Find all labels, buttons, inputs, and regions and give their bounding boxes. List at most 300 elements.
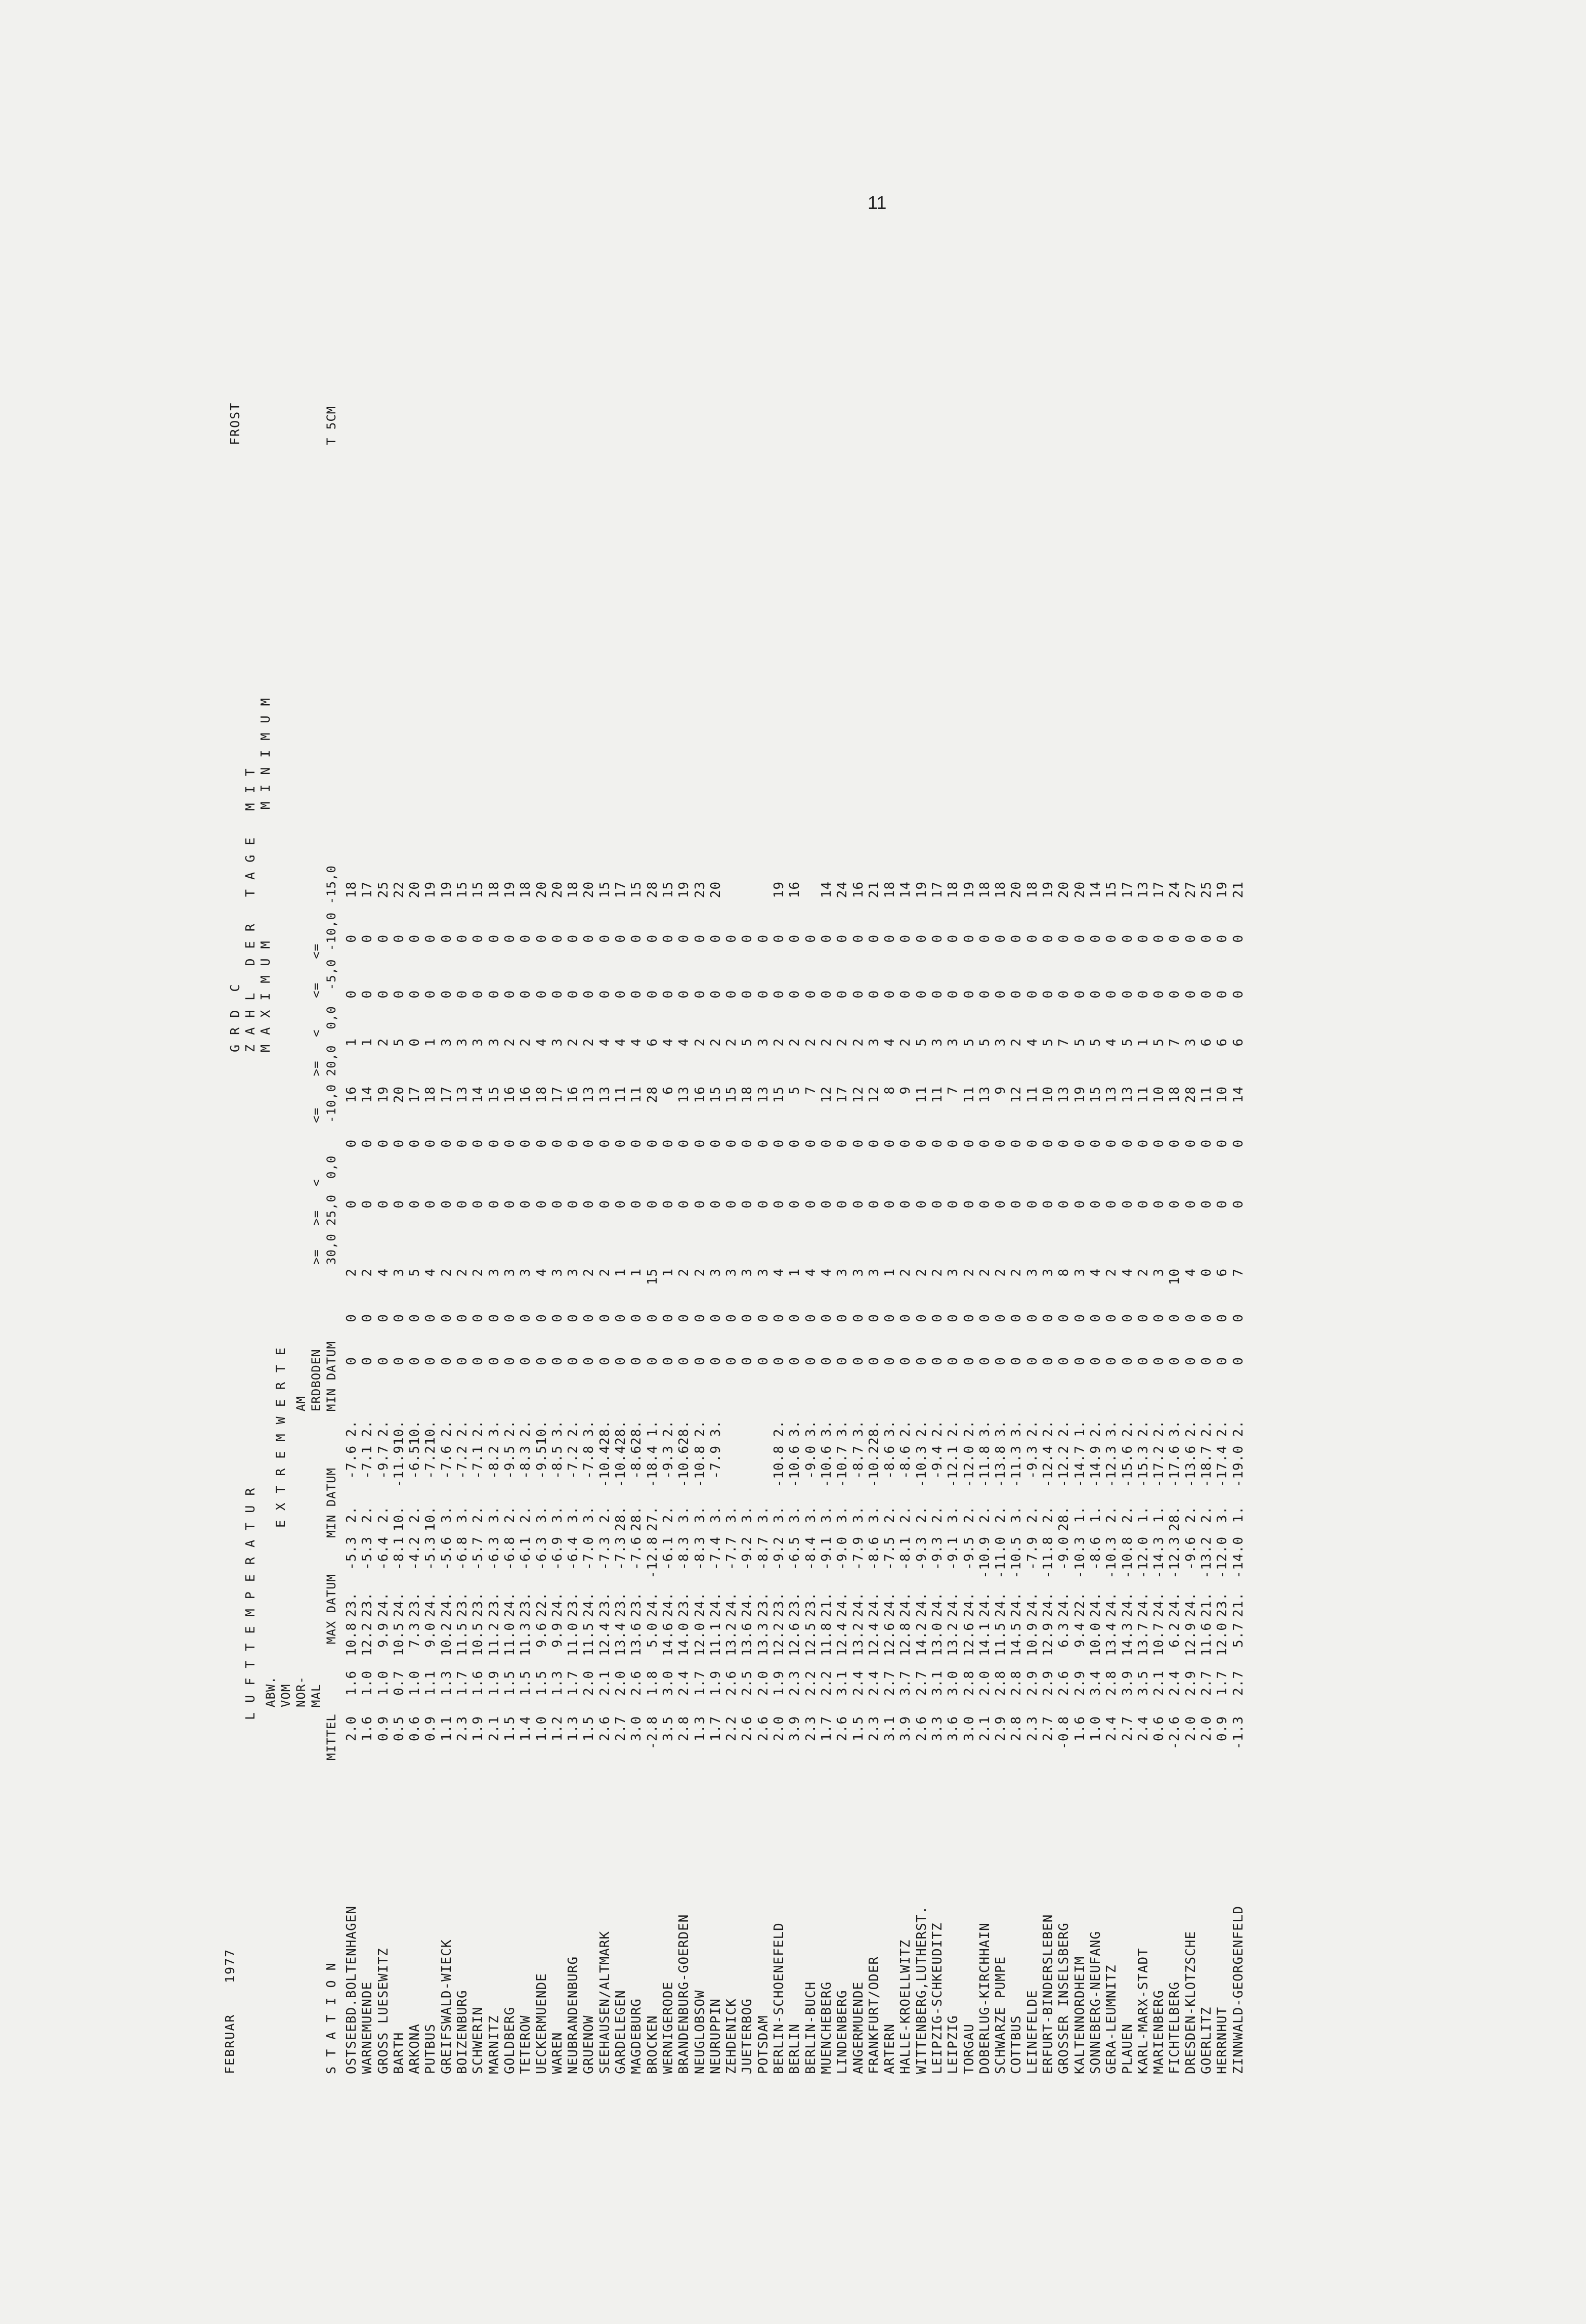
table-cell <box>740 1420 755 1445</box>
table-row <box>1183 881 1199 2074</box>
table-cell: 0 <box>1230 1357 1246 1365</box>
table-cell: 21 <box>866 881 882 898</box>
station-name: ANGERMUENDE <box>850 1981 866 2074</box>
station-name: BERLIN-SCHOENEFELD <box>771 1922 787 2074</box>
table-cell: -18.7 <box>1199 1445 1215 1488</box>
table-cell: 3 <box>439 1038 454 1047</box>
table-cell: 2.7 <box>1041 1716 1056 1741</box>
table-cell: 5 <box>914 1038 929 1047</box>
table-cell: 0 <box>1120 934 1135 943</box>
table-cell <box>756 1445 771 1506</box>
table-cell: 28. <box>629 1506 645 1531</box>
table-cell: 0 <box>1009 1357 1024 1365</box>
table-cell: -6.1 <box>660 1536 676 1570</box>
station-name: LEIPZIG <box>946 2015 961 2074</box>
table-cell: 4 <box>534 1268 549 1277</box>
table-cell: 0 <box>882 990 898 999</box>
table-cell: 14 <box>898 881 914 898</box>
station-name: NEUBRANDENBURG <box>566 1956 581 2074</box>
table-cell: -9.5 <box>502 1445 518 1479</box>
table-cell: 2 <box>375 1038 391 1047</box>
table-cell: 0.5 <box>391 1716 407 1741</box>
table-cell: 13 <box>1056 1086 1072 1103</box>
table-cell: 0 <box>882 1357 898 1365</box>
table-cell: 0 <box>597 1200 613 1209</box>
table-cell: 0 <box>518 1357 534 1365</box>
table-cell: 15 <box>645 1268 660 1285</box>
table-cell: 12 <box>866 1086 882 1103</box>
table-cell: 10. <box>423 1420 439 1445</box>
table-cell: 2. <box>1183 1420 1198 1437</box>
table-cell: 2.9 <box>1024 1670 1040 1696</box>
table-cell: 10.0 <box>1088 1622 1103 1656</box>
table-cell: 2 <box>1009 1268 1024 1277</box>
table-cell: 1.3 <box>566 1716 581 1741</box>
table-cell: 0 <box>391 1139 407 1148</box>
table-cell: 0 <box>946 1139 961 1148</box>
table-cell: 0 <box>961 1200 977 1209</box>
table-cell: 14 <box>1230 1086 1246 1103</box>
table-cell: 5 <box>1072 1038 1088 1047</box>
table-cell: 13.2 <box>946 1622 961 1656</box>
table-cell: 2. <box>344 1506 359 1523</box>
table-cell: 0 <box>1072 1314 1088 1322</box>
table-cell: 0 <box>708 934 723 943</box>
table-cell: 10 <box>1215 1086 1230 1103</box>
table-cell: 2 <box>581 1038 597 1047</box>
table-cell: -14.0 <box>1230 1536 1246 1579</box>
table-cell: 0 <box>470 934 486 943</box>
table-cell: 18 <box>1167 1086 1183 1103</box>
table-cell: 3. <box>549 1420 565 1437</box>
table-cell: -10.8 <box>692 1445 708 1488</box>
table-row <box>930 881 946 2074</box>
table-cell <box>756 1420 771 1445</box>
table-cell: 1.6 <box>344 1670 359 1696</box>
table-cell: 19 <box>1072 1086 1088 1103</box>
table-cell: 0 <box>502 990 518 999</box>
table-cell: 22. <box>534 1592 549 1617</box>
table-cell: 0 <box>929 990 945 999</box>
table-cell: 3 <box>502 1268 518 1277</box>
table-cell: 0 <box>1199 1357 1215 1365</box>
table-cell: 0 <box>629 934 645 943</box>
table-cell: 7 <box>803 1086 819 1095</box>
table-cell <box>803 881 819 934</box>
table-cell: -10.3 <box>1072 1536 1088 1579</box>
table-row <box>566 881 581 2074</box>
table-cell: 0 <box>961 990 977 999</box>
table-cell: 2. <box>360 1420 375 1437</box>
table-cell: 2.2 <box>724 1716 740 1741</box>
table-cell: 2 <box>1009 1038 1024 1047</box>
table-cell: 4 <box>676 1038 692 1047</box>
col-min-datum: MIN DATUM <box>324 1467 338 1538</box>
table-row <box>1009 881 1024 2074</box>
table-cell: 20 <box>391 1086 407 1103</box>
station-name: GRUENOW <box>581 2015 597 2074</box>
table-cell: 2.6 <box>1056 1670 1072 1696</box>
table-cell: 3 <box>549 1038 565 1047</box>
table-cell: 3. <box>676 1506 692 1523</box>
table-cell: 2 <box>518 1038 534 1047</box>
table-cell: -7.4 <box>708 1536 723 1570</box>
table-cell: 13.6 <box>629 1622 645 1656</box>
table-cell: 2.0 <box>613 1670 629 1696</box>
table-cell: 3 <box>1041 1268 1056 1277</box>
table-cell: 4 <box>629 1038 645 1047</box>
table-cell: 3.0 <box>946 1670 961 1696</box>
table-cell: -10.8 <box>1120 1536 1135 1579</box>
table-cell: 2 <box>597 1268 613 1277</box>
table-cell: 15 <box>597 881 613 898</box>
table-row <box>1073 881 1088 2074</box>
table-cell: 0 <box>455 1200 470 1209</box>
table-cell: 0 <box>771 1139 787 1148</box>
table-cell: 11.0 <box>502 1622 518 1656</box>
table-cell: 0 <box>914 934 929 943</box>
table-cell: 3 <box>993 1038 1009 1047</box>
table-cell: 14.0 <box>676 1622 692 1656</box>
table-cell: 6.3 <box>1056 1622 1072 1648</box>
table-cell: 12.0 <box>1215 1622 1230 1656</box>
table-cell <box>724 881 740 934</box>
table-cell: 3. <box>692 1506 708 1523</box>
table-cell: 3 <box>391 1268 407 1277</box>
table-row <box>518 881 534 2074</box>
table-cell: 0 <box>439 1139 454 1148</box>
table-cell: 2 <box>344 1268 359 1277</box>
table-cell: -11.3 <box>1009 1445 1024 1488</box>
table-cell: 0 <box>961 1139 977 1148</box>
table-cell: 4 <box>1183 1268 1198 1277</box>
table-cell: 4 <box>660 1038 676 1047</box>
table-cell: 3.3 <box>929 1716 945 1741</box>
table-cell: 19 <box>439 881 454 898</box>
table-cell: 24. <box>1041 1592 1056 1617</box>
table-cell: 0 <box>1167 1357 1183 1365</box>
table-cell: 3. <box>850 1506 866 1523</box>
table-cell: 0 <box>1215 1200 1230 1209</box>
table-cell: 2. <box>1135 1420 1151 1437</box>
table-cell: 3. <box>835 1506 850 1523</box>
table-cell: 0 <box>597 934 613 943</box>
table-cell: 3. <box>803 1506 819 1523</box>
table-cell: -5.3 <box>344 1536 359 1570</box>
table-cell: 2 <box>819 1038 834 1047</box>
table-cell: 0 <box>391 1200 407 1209</box>
table-cell: 3. <box>819 1420 834 1437</box>
table-cell: 5 <box>1041 1038 1056 1047</box>
table-row <box>1104 881 1120 2074</box>
table-cell: 0 <box>470 1200 486 1209</box>
table-cell: 1.3 <box>692 1716 708 1741</box>
table-cell: 0 <box>1183 1139 1198 1148</box>
table-cell: 15 <box>660 881 676 898</box>
table-cell: 0 <box>470 990 486 999</box>
table-cell: 0 <box>613 1314 629 1322</box>
table-cell: 0 <box>1199 934 1215 943</box>
table-cell: 1.5 <box>850 1716 866 1741</box>
table-cell: 0 <box>1072 1357 1088 1365</box>
table-cell: 2.8 <box>676 1716 692 1741</box>
table-cell: 0 <box>946 990 961 999</box>
table-cell: 9.9 <box>375 1622 391 1648</box>
table-row <box>819 881 835 2074</box>
table-cell: 24. <box>898 1592 914 1617</box>
table-cell: 0 <box>455 1139 470 1148</box>
table-cell: 0 <box>375 1314 391 1322</box>
table-cell: -9.5 <box>534 1445 549 1479</box>
table-cell: 6 <box>1230 1038 1246 1047</box>
table-cell: -13.6 <box>1183 1445 1198 1488</box>
table-cell: 1.1 <box>423 1670 439 1696</box>
table-cell: -9.2 <box>740 1536 755 1570</box>
table-cell: -12.2 <box>1056 1445 1072 1488</box>
table-cell: -9.3 <box>1024 1445 1040 1479</box>
table-cell: 2.2 <box>819 1670 834 1696</box>
table-cell: 11 <box>929 1086 945 1103</box>
table-cell: 0 <box>692 990 708 999</box>
table-cell: 0 <box>1183 1357 1198 1365</box>
table-cell: 16 <box>502 1086 518 1103</box>
table-cell: 0 <box>645 1314 660 1322</box>
station-name: PUTBUS <box>423 2024 439 2074</box>
table-cell: 11 <box>1199 1086 1215 1103</box>
table-cell: 12.5 <box>803 1622 819 1656</box>
table-cell: 2 <box>470 1268 486 1277</box>
table-cell: 3. <box>534 1506 549 1523</box>
table-cell: 12.4 <box>835 1622 850 1656</box>
table-cell: 5.0 <box>645 1622 660 1648</box>
table-cell: 11.5 <box>993 1622 1009 1656</box>
table-cell: -12.3 <box>1104 1445 1120 1488</box>
station-name: PLAUEN <box>1120 2024 1135 2074</box>
table-cell: 10 <box>1167 1268 1183 1285</box>
table-cell: 3 <box>866 1268 882 1277</box>
table-cell: 20 <box>708 881 723 898</box>
table-cell: 11.1 <box>708 1622 723 1656</box>
table-cell: 0 <box>771 1200 787 1209</box>
table-cell: 1.4 <box>518 1716 534 1741</box>
station-name: GROSSER INSELSBERG <box>1056 1922 1072 2074</box>
table-cell: 0 <box>439 1314 454 1322</box>
table-cell: 0 <box>898 934 914 943</box>
table-cell: 0 <box>692 934 708 943</box>
table-cell: -8.7 <box>850 1445 866 1479</box>
table-cell: -15.3 <box>1135 1445 1151 1488</box>
table-cell: 3 <box>455 1038 470 1047</box>
table-cell: 2.4 <box>1135 1716 1151 1741</box>
table-cell: 0 <box>740 1139 755 1148</box>
table-cell: 24. <box>882 1592 898 1617</box>
table-row <box>803 881 819 2074</box>
table-cell: 0 <box>1024 1200 1040 1209</box>
table-cell: 3. <box>566 1506 581 1523</box>
table-cell: 0 <box>407 990 423 999</box>
table-cell: 0 <box>1056 934 1072 943</box>
table-cell: 0 <box>1104 1357 1120 1365</box>
table-row <box>344 881 360 2074</box>
table-cell: 23. <box>1215 1592 1230 1617</box>
table-cell: 2.0 <box>344 1716 359 1741</box>
table-cell: 24. <box>740 1592 755 1617</box>
table-cell: 0 <box>993 934 1009 943</box>
table-cell: 2. <box>597 1506 613 1523</box>
table-cell: 24. <box>660 1592 676 1617</box>
table-cell: 18 <box>566 881 581 898</box>
col-erdboden: AM ERDBODEN MIN DATUM <box>294 1341 338 1411</box>
table-cell: 19 <box>771 881 787 898</box>
table-cell: 0 <box>566 1139 581 1148</box>
table-cell: 0 <box>1024 1139 1040 1148</box>
table-cell: 0 <box>344 1314 359 1322</box>
table-cell: 0 <box>660 934 676 943</box>
table-cell: 27 <box>1183 881 1198 898</box>
table-row <box>724 881 740 2074</box>
table-cell: 0 <box>360 1139 375 1148</box>
table-cell: 21. <box>1230 1592 1246 1617</box>
table-cell: 7 <box>946 1086 961 1095</box>
table-cell: 0 <box>455 934 470 943</box>
table-cell: 28 <box>645 881 660 898</box>
station-name: FRANKFURT/ODER <box>866 1956 882 2074</box>
table-cell: 0 <box>819 934 834 943</box>
table-cell: -8.3 <box>676 1536 692 1570</box>
table-cell: 15 <box>1104 881 1120 898</box>
table-cell: 3 <box>755 1268 771 1277</box>
table-cell: 0 <box>850 1357 866 1365</box>
table-cell: 2.8 <box>1009 1670 1024 1696</box>
table-cell: 0 <box>803 1357 819 1365</box>
table-cell: 1.7 <box>1215 1670 1230 1696</box>
table-cell: 0 <box>866 934 882 943</box>
table-row <box>360 881 375 2074</box>
table-cell: -7.9 <box>850 1536 866 1570</box>
table-cell: 3. <box>993 1420 1009 1437</box>
table-cell: 14 <box>360 1086 375 1103</box>
station-name: MAGDEBURG <box>629 1998 645 2074</box>
table-cell: 3 <box>946 1038 961 1047</box>
table-cell: 1.0 <box>1088 1716 1103 1741</box>
table-cell: 12.6 <box>961 1622 977 1656</box>
table-cell: -12.0 <box>1135 1536 1151 1579</box>
table-cell: 17 <box>613 881 629 898</box>
table-cell: 0 <box>439 990 454 999</box>
table-cell: 24 <box>835 881 850 898</box>
table-cell: 0 <box>470 1314 486 1322</box>
table-cell: 13.4 <box>613 1622 629 1656</box>
table-cell: 2 <box>676 1268 692 1277</box>
table-row <box>581 881 597 2074</box>
table-row <box>1136 881 1151 2074</box>
table-row <box>534 881 550 2074</box>
table-cell: 24. <box>439 1592 454 1617</box>
table-cell: 5 <box>961 1038 977 1047</box>
table-cell: 0 <box>1199 1314 1215 1322</box>
col-frost-t5cm: T 5CM <box>324 406 338 445</box>
table-cell: 11 <box>1135 1086 1151 1103</box>
table-cell: 16 <box>692 1086 708 1103</box>
table-cell: 0 <box>1056 1200 1072 1209</box>
table-cell: 2.8 <box>961 1670 977 1696</box>
table-cell: 1.7 <box>708 1716 723 1741</box>
table-cell: 0 <box>613 1200 629 1209</box>
table-cell: 25 <box>1199 881 1215 898</box>
table-cell: 10 <box>1041 1086 1056 1103</box>
table-cell: 1.5 <box>534 1670 549 1696</box>
table-cell: -10.7 <box>835 1445 850 1488</box>
table-cell: 28. <box>1167 1506 1183 1531</box>
table-cell: 13.4 <box>1104 1622 1120 1656</box>
table-cell: 14 <box>819 881 834 898</box>
table-cell: 0.6 <box>1151 1716 1167 1741</box>
table-cell: 2. <box>1120 1420 1135 1437</box>
table-cell: -2.8 <box>645 1716 660 1750</box>
station-name: GARDELEGEN <box>613 1990 629 2074</box>
table-cell: -4.2 <box>407 1536 423 1570</box>
table-cell: 24. <box>946 1592 961 1617</box>
table-cell: 0 <box>645 1139 660 1148</box>
table-cell: 1.0 <box>534 1716 549 1741</box>
heading-frost: FROST <box>228 402 242 445</box>
table-cell: 0 <box>423 1314 439 1322</box>
table-cell: -7.2 <box>455 1445 470 1479</box>
table-cell: -9.7 <box>375 1445 391 1479</box>
heading-lufttemperatur: L U F T T E M P E R A T U R <box>243 1487 258 1720</box>
table-cell: 0 <box>755 934 771 943</box>
table-cell: 19 <box>423 881 439 898</box>
table-cell: 0 <box>1135 934 1151 943</box>
table-cell: 28. <box>613 1506 629 1531</box>
table-cell: 3. <box>708 1506 723 1523</box>
table-cell: 0 <box>1230 1200 1246 1209</box>
table-cell: 0 <box>882 1139 898 1148</box>
table-cell: 2.6 <box>914 1716 929 1741</box>
table-cell: 0 <box>407 1357 423 1365</box>
table-cell: 15 <box>724 1086 740 1103</box>
table-cell: -14.7 <box>1072 1445 1088 1488</box>
table-cell: 2. <box>518 1506 534 1523</box>
station-name: DOBERLUG-KIRCHHAIN <box>977 1922 993 2074</box>
table-cell: 2. <box>1104 1506 1120 1523</box>
table-cell: 4 <box>613 1038 629 1047</box>
table-cell: 0 <box>549 1139 565 1148</box>
table-cell: 2.9 <box>1041 1670 1056 1696</box>
table-cell: 0 <box>708 1139 723 1148</box>
table-cell: 4 <box>534 1038 549 1047</box>
table-cell: 12.6 <box>787 1622 803 1656</box>
table-cell: 0 <box>1009 934 1024 943</box>
table-cell: 0 <box>740 1357 755 1365</box>
table-cell: 2 <box>724 1038 740 1047</box>
table-cell: 8 <box>1056 1268 1072 1277</box>
table-cell: 2.7 <box>1199 1670 1215 1696</box>
table-cell: 5 <box>1151 1038 1167 1047</box>
table-cell: -10.4 <box>597 1445 613 1488</box>
table-cell: 0 <box>692 1357 708 1365</box>
table-cell: 0 <box>391 990 407 999</box>
table-cell: 15 <box>629 881 645 898</box>
table-cell: 2. <box>1199 1506 1215 1523</box>
table-cell: 2. <box>375 1420 391 1437</box>
table-cell: 0 <box>835 1200 850 1209</box>
table-cell: 2 <box>771 1038 787 1047</box>
table-cell: 0 <box>866 1357 882 1365</box>
table-cell: 1.7 <box>566 1670 581 1696</box>
station-name: NEURUPPIN <box>708 1998 723 2074</box>
table-cell: 0 <box>724 1357 740 1365</box>
